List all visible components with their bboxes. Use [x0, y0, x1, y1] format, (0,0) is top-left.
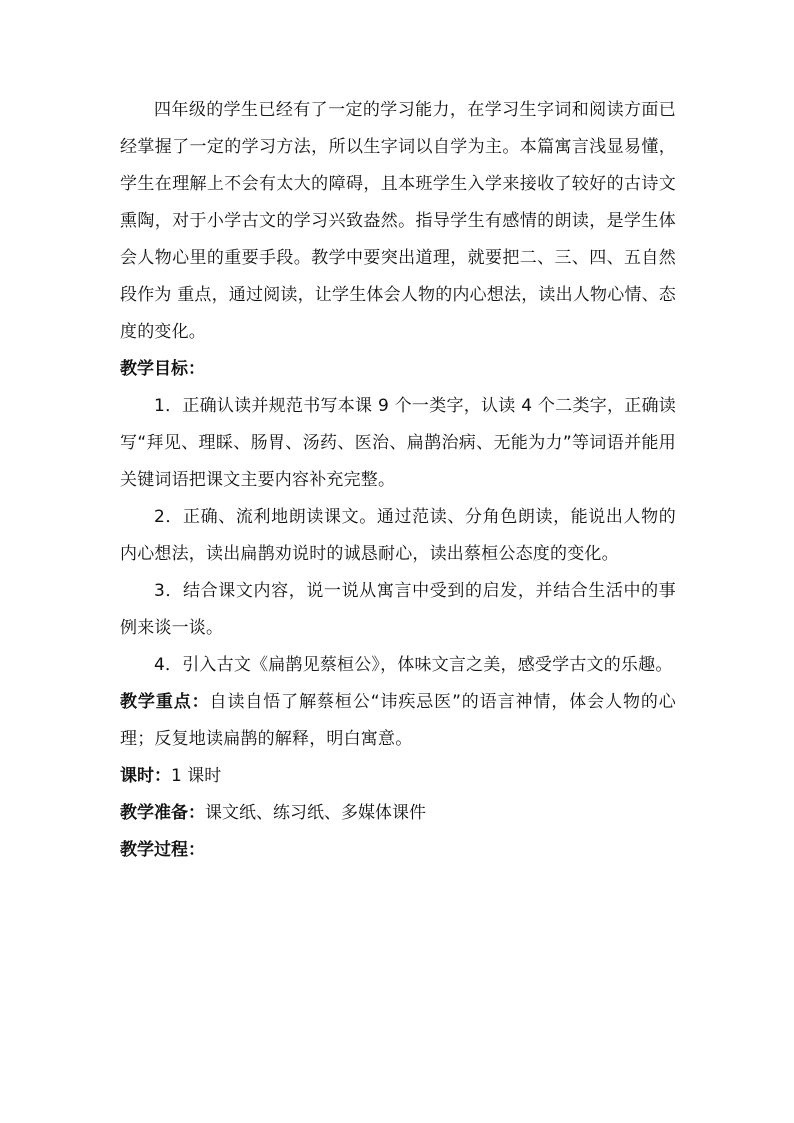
objective-item-4: 4．引入古文《扁鹊见蔡桓公》，体味文言之美，感受学古文的乐趣。 — [154, 655, 673, 675]
objectives-heading: 教学目标： — [120, 359, 205, 379]
class-hours-line — [120, 758, 676, 795]
objective-item-3: 3．结合课文内容，说一说从寓言中受到的启发，并结合生活中的事例来谈一谈。 — [120, 581, 676, 638]
process-heading: 教学过程： — [120, 840, 205, 860]
class-hours-text: 1 课时 — [171, 766, 222, 786]
preparation-label: 教学准备： — [120, 803, 205, 823]
preparation-text: 课文纸、练习纸、多媒体课件 — [205, 803, 426, 823]
objective-item-2: 2．正确、流利地朗读课文。通过范读、分角色朗读，能说出人物的内心想法，读出扁鹊劝说时的诚恳耐心，读出蔡桓公态度的变化。 — [120, 507, 676, 564]
preparation-line — [120, 795, 676, 832]
class-hours-label: 课时： — [120, 766, 171, 786]
objective-item-1: 1．正确认读并规范书写本课 9 个一类字，认读 4 个二类字，正确读写“拜见、理睬、肠胃、汤药、医治、扁鹊治病、无能为力”等词语并能用关键词语把课文主要内容补充完整。 — [120, 396, 676, 490]
key-points-label: 教学重点： — [120, 692, 210, 712]
key-points-paragraph — [120, 684, 676, 758]
key-points-text: 自读自悟了解蔡桓公“讳疾忌医”的语言神情，体会人物的心理；反复地读扁鹊的解释，明白寓意。 — [120, 692, 676, 749]
intro-paragraph: 四年级的学生已经有了一定的学习能力，在学习生字词和阅读方面已经掌握了一定的学习方法，所以生字词以自学为主。本篇寓言浅显易懂，学生在理解上不会有太大的障碍，且本班学生入学来接收了较好的古诗文熏陶，对于小学古文的学习兴致盎然。指导学生有感情的朗读，是学生体会人物心里的重要手段。教学中要突出道理，就要把二、三、四、五自然段作为 重点，通过阅读，让学生体会人物的内心想法，读出人物心情、态度的变化。 — [120, 100, 677, 342]
document-body — [120, 92, 676, 869]
